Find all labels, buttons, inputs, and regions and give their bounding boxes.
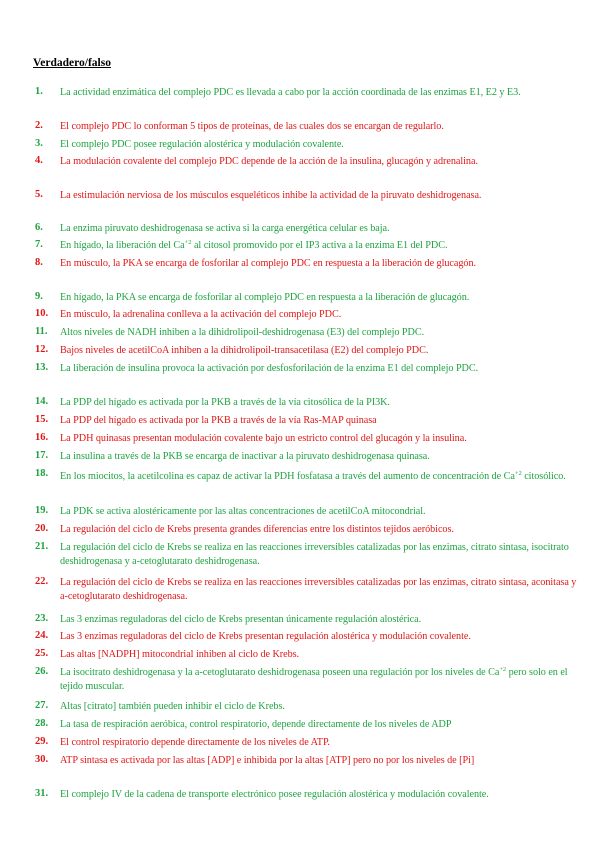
item-statement: Las 3 enzimas reguladoras del ciclo de Krebs presentan únicamente regulación alostérica. xyxy=(60,614,422,625)
item-number: 17. xyxy=(35,450,49,461)
item-statement: Altas [citrato] también pueden inhibir el ciclo de Krebs. xyxy=(60,701,285,712)
item-statement: La regulación del ciclo de Krebs se realiza en las reacciones irreversibles catalizadas por las enzimas, citrato sintasa, aconitasa y a-cetoglutarato deshidrogenasa. xyxy=(60,577,577,602)
item-number: 15. xyxy=(35,414,49,425)
item-number: 10. xyxy=(35,308,49,319)
item-statement: La tasa de respiración aeróbica, control respiratorio, depende directamente de los niveles de ADP xyxy=(60,719,452,730)
item-statement: Bajos niveles de acetilCoA inhiben a la dihidrolipoil-transacetilasa (E2) del complejo PDC. xyxy=(60,345,429,356)
item-statement: La enzima piruvato deshidrogenasa se activa si la carga energética celular es baja. xyxy=(60,223,390,234)
item-number: 5. xyxy=(35,189,43,200)
item-number: 4. xyxy=(35,155,43,166)
item-number: 30. xyxy=(35,754,49,765)
item-number: 9. xyxy=(35,291,43,302)
item-statement: La insulina a través de la PKB se encarga de inactivar a la piruvato deshidrogenasa quinasa. xyxy=(60,451,430,462)
item-number: 28. xyxy=(35,718,49,729)
item-statement: En hígado, la liberación del $Ca^{+2}$ al citosol promovido por el IP3 activa a la enzima E1 del PDC. xyxy=(60,239,448,251)
item-number: 19. xyxy=(35,505,49,516)
item-statement: La liberación de insulina provoca la activación por desfosforilación de la enzima E1 del complejo PDC. xyxy=(60,363,479,374)
item-number: 24. xyxy=(35,630,49,641)
item-statement: La regulación del ciclo de Krebs se realiza en las reacciones irreversibles catalizadas por las enzimas, citrato sintasa, isocitrato deshidrogenasa y a-cetoglutarato deshidrogenasa. xyxy=(60,542,569,567)
item-statement: El complejo PDC posee regulación alostérica y modulación covalente. xyxy=(60,139,344,150)
item-statement: La isocitrato deshidrogenasa y la a-cetoglutarato deshidrogenasa poseen una regulación por los niveles de $Ca^{+2}$ pero solo en el tejido muscular. xyxy=(60,666,568,692)
item-number: 11. xyxy=(35,326,48,337)
item-number: 29. xyxy=(35,736,49,747)
item-statement: La PDH quinasas presentan modulación covalente bajo un estricto control del glucagón y la insulina. xyxy=(60,433,467,444)
item-statement: En músculo, la PKA se encarga de fosforilar al complejo PDC en respuesta a la liberación de glucagón. xyxy=(60,258,477,269)
item-number: 12. xyxy=(35,344,49,355)
item-number: 13. xyxy=(35,362,49,373)
item-statement: La PDP del hígado es activada por la PKB a través de la vía Ras-MAP quinasa xyxy=(60,415,377,426)
item-statement: Las altas [NADPH] mitocondrial inhiben al ciclo de Krebs. xyxy=(60,649,300,660)
item-number: 2. xyxy=(35,120,43,131)
item-number: 14. xyxy=(35,396,49,407)
item-statement: La PDP del hígado es activada por la PKB a través de la vía citosólica de la PI3K. xyxy=(60,397,390,408)
item-number: 23. xyxy=(35,613,49,624)
item-number: 26. xyxy=(35,666,49,677)
item-statement: Altos niveles de NADH inhiben a la dihidrolipoil-deshidrogenasa (E3) del complejo PDC. xyxy=(60,327,425,338)
item-number: 7. xyxy=(35,239,43,250)
item-number: 16. xyxy=(35,432,49,443)
item-statement: En hígado, la PKA se encarga de fosforilar al complejo PDC en respuesta a la liberación de glucagón. xyxy=(60,292,470,303)
item-number: 3. xyxy=(35,138,43,149)
item-number: 1. xyxy=(35,86,43,97)
item-statement: Las 3 enzimas reguladoras del ciclo de Krebs presentan regulación alostérica y modulación covalente. xyxy=(60,631,471,642)
section-heading: Verdadero/falso xyxy=(33,57,111,69)
item-statement: El complejo PDC lo conforman 5 tipos de proteínas, de las cuales dos se encargan de regularlo. xyxy=(60,121,444,132)
item-statement: El complejo IV de la cadena de transporte electrónico posee regulación alostérica y modulación covalente. xyxy=(60,789,489,800)
item-statement: La estimulación nerviosa de los músculos esqueléticos inhibe la actividad de la piruvato deshidrogenasa. xyxy=(60,190,482,201)
item-statement: ATP sintasa es activada por las altas [ADP] e inhibida por la altas [ATP] pero no por los niveles de [Pi] xyxy=(60,755,475,766)
item-number: 6. xyxy=(35,222,43,233)
item-number: 25. xyxy=(35,648,49,659)
item-number: 21. xyxy=(35,541,49,552)
item-statement: La PDK se activa alostéricamente por las altas concentraciones de acetilCoA mitocondrial. xyxy=(60,506,426,517)
item-number: 22. xyxy=(35,576,49,587)
item-statement: La modulación covalente del complejo PDC depende de la acción de la insulina, glucagón y adrenalina. xyxy=(60,156,478,167)
item-number: 20. xyxy=(35,523,49,534)
item-statement: La regulación del ciclo de Krebs presenta grandes diferencias entre los distintos tejidos aeróbicos. xyxy=(60,524,454,535)
item-number: 18. xyxy=(35,468,49,479)
item-statement: En los miocitos, la acetilcolina es capaz de activar la PDH fosfatasa a través del aumento de concentración de $Ca^{+2}$ citosólico. xyxy=(60,470,566,482)
item-number: 27. xyxy=(35,700,49,711)
item-number: 31. xyxy=(35,788,49,799)
item-statement: En músculo, la adrenalina conlleva a la activación del complejo PDC. xyxy=(60,309,342,320)
item-statement: La actividad enzimática del complejo PDC es llevada a cabo por la acción coordinada de las enzimas E1, E2 y E3. xyxy=(60,87,521,98)
item-number: 8. xyxy=(35,257,43,268)
item-statement: El control respiratorio depende directamente de los niveles de ATP. xyxy=(60,737,330,748)
